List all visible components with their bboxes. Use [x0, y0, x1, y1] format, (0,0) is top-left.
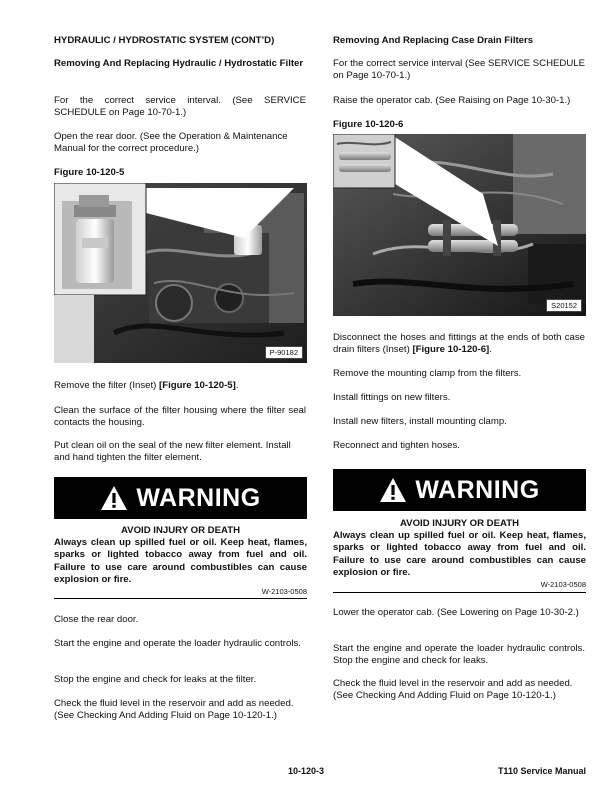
figure-label: Figure 10-120-5 — [54, 167, 125, 178]
paragraph-start-engine: Start the engine and operate the loader hydraulic controls. — [54, 638, 301, 649]
warning-body: Always clean up spilled fuel or oil. Keep heat, flames, sparks or lighted tobacco away from fuel and oil. Failure to use care around combustibles can cause explosion or fire. — [54, 537, 307, 586]
disconnect-text: Disconnect the hoses and fittings at the ends of both case drain filters (Inset) — [333, 332, 585, 356]
figure-label-right: Figure 10-120-6 — [333, 119, 404, 130]
warning-code: W-2103-0508 — [261, 587, 307, 596]
paragraph-stop-engine: Stop the engine and check for leaks at the filter. — [54, 674, 257, 685]
warning-title-right: WARNING — [415, 475, 540, 504]
paragraph-clean-oil: Put clean oil on the seal of the new filter element. Install and hand tighten the filter element. — [54, 440, 291, 464]
paragraph-remove-clamp: Remove the mounting clamp from the filters. — [333, 368, 522, 379]
warning-divider-right — [333, 592, 586, 593]
paragraph-reconnect: Reconnect and tighten hoses. — [333, 440, 460, 451]
figure-reference-right: [Figure 10-120-6] — [412, 344, 490, 356]
warning-banner-right — [333, 469, 586, 511]
paragraph-check-fluid: Check the fluid level in the reservoir and add as needed. (See Checking And Adding Fluid on Page 10-120-1.) — [54, 698, 294, 722]
paragraph-lower-cab: Lower the operator cab. (See Lowering on Page 10-30-2.) — [333, 607, 579, 618]
warning-heading: AVOID INJURY OR DEATH — [120, 525, 241, 536]
manual-title: T110 Service Manual — [497, 766, 586, 776]
remove-filter-text: Remove the filter (Inset) — [54, 380, 160, 391]
case-drain-photo — [333, 134, 586, 316]
warning-triangle-icon — [100, 485, 128, 511]
warning-divider — [54, 598, 307, 599]
paragraph-check-fluid-right: Check the fluid level in the reservoir and add as needed. (See Checking And Adding Fluid on Page 10-120-1.) — [333, 678, 573, 702]
warning-body-right: Always clean up spilled fuel or oil. Keep heat, flames, sparks or lighted tobacco away from fuel and oil. Failure to use care around combustibles can cause explosion or fire. — [333, 530, 586, 579]
paragraph-service-interval: For the correct service interval. (See SERVICE SCHEDULE on Page 10-70-1.) — [54, 95, 306, 119]
engine-photo — [54, 183, 307, 363]
paragraph-service-interval-right: For the correct service interval (See SERVICE SCHEDULE on Page 10-70-1.) — [333, 58, 585, 82]
warning-triangle-icon — [379, 477, 407, 503]
paragraph-disconnect-hoses — [333, 332, 585, 357]
figure-hydraulic-filter — [54, 183, 307, 363]
figure-code-right: S20152 — [546, 299, 582, 312]
figure-case-drain-filters — [333, 134, 586, 316]
warning-code-right: W-2103-0508 — [540, 580, 586, 589]
subtitle-case-drain: Removing And Replacing Case Drain Filters — [333, 35, 534, 46]
warning-banner — [54, 477, 307, 519]
paragraph-raise-cab: Raise the operator cab. (See Raising on Page 10-30-1.) — [333, 95, 571, 106]
figure-reference: [Figure 10-120-5] — [159, 380, 236, 391]
paragraph-clean-surface: Clean the surface of the filter housing where the filter seal contacts the housing. — [54, 405, 306, 429]
page-number: 10-120-3 — [287, 766, 325, 776]
paragraph-install-filters: Install new filters, install mounting clamp. — [333, 416, 507, 427]
paragraph-close-door: Close the rear door. — [54, 614, 139, 625]
subtitle-hydraulic-filter: Removing And Replacing Hydraulic / Hydrostatic Filter — [54, 58, 304, 69]
figure-code: P-90182 — [265, 346, 303, 359]
paragraph-open-door: Open the rear door. (See the Operation & Maintenance Manual for the correct procedure.) — [54, 131, 288, 155]
disconnect-period: . — [489, 344, 492, 356]
warning-heading-right: AVOID INJURY OR DEATH — [399, 518, 520, 529]
remove-filter-period: . — [235, 380, 239, 391]
paragraph-install-fittings: Install fittings on new filters. — [333, 392, 451, 403]
warning-title: WARNING — [136, 483, 261, 512]
paragraph-start-engine-right: Start the engine and operate the loader hydraulic controls. Stop the engine and check for leaks. — [333, 643, 585, 667]
paragraph-remove-filter — [54, 380, 306, 392]
section-title: HYDRAULIC / HYDROSTATIC SYSTEM (CONT’D) — [54, 35, 275, 46]
